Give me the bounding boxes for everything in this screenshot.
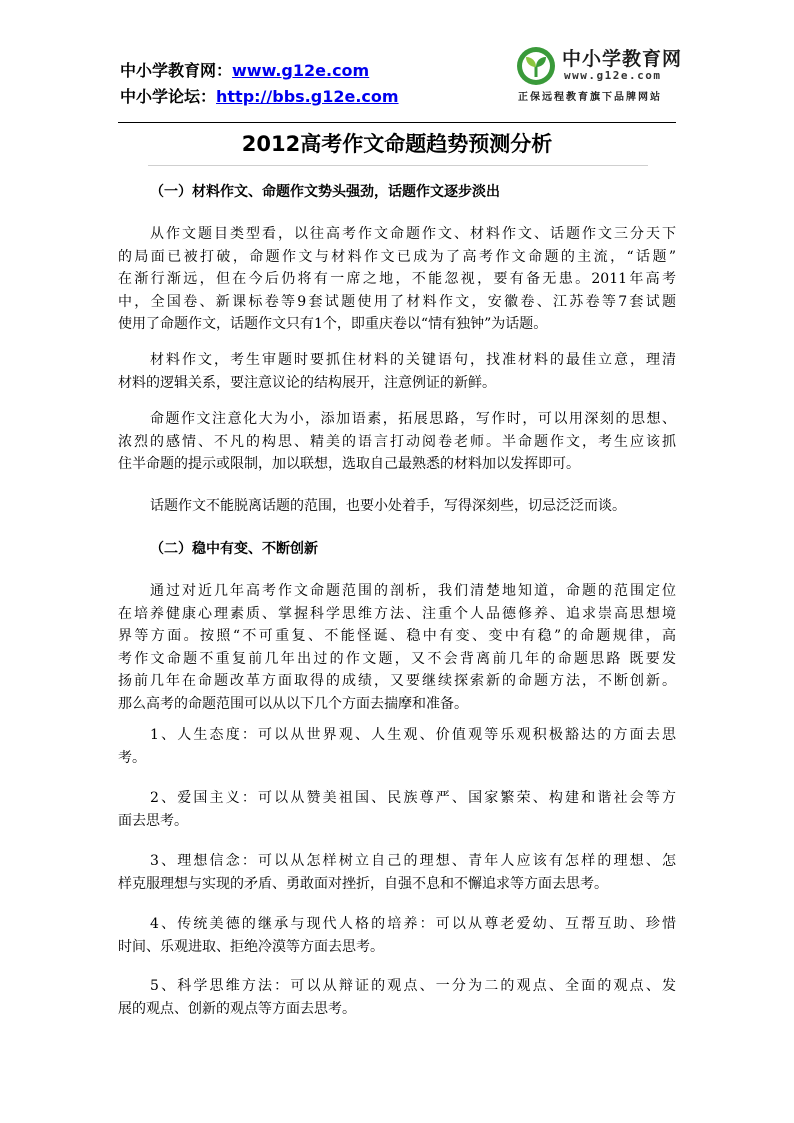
paragraph-line: 2、爱国主义：可以从赞美祖国、民族尊严、国家繁荣、构建和谐社会等方 [150,790,676,806]
paragraph-line: 考作文命题不重复前几年出过的作文题，又不会背离前几年的命题思路 既要发 [118,650,676,667]
paragraph-line: 命题作文注意化大为小，添加语素，拓展思路，写作时，可以用深刻的思想、 [150,411,676,427]
paragraph-line: 样克服理想与实现的矛盾、勇敢面对挫折，自强不息和不懈追求等方面去思考。 [118,875,608,892]
site-label: 中小学教育网： [120,61,233,80]
brand-domain: www.g12e.com [564,69,662,82]
paragraph-line: 从作文题目类型看，以往高考作文命题作文、材料作文、话题作文三分天下 [150,226,676,242]
sprout-logo-icon [516,46,556,86]
list-item-3 [118,850,676,895]
paragraph-line: 在培养健康心理素质、掌握科学思维方法、注重个人品德修养、追求崇高思想境 [118,605,676,622]
paragraph-line: 面去思考。 [118,812,188,829]
paragraph-4 [118,495,676,518]
paragraph-2 [118,349,676,394]
brand-name: 中小学教育网 [562,48,683,70]
paragraph-line: 在渐行渐远，但在今后仍将有一席之地，不能忽视，要有备无患。2011年高考 [118,271,676,287]
paragraph-line: 通过对近几年高考作文命题范围的剖析，我们清楚地知道，命题的范围定位 [150,583,676,599]
paragraph-line: 扬前几年在命题改革方面取得的成绩，又要继续探索新的命题方法，不断创新。 [118,673,676,689]
paragraph-line: 话题作文不能脱离话题的范围，也要小处着手，写得深刻些，切忌泛泛而谈。 [150,498,626,514]
header-divider [118,122,676,123]
paragraph-line: 材料作文，考生审题时要抓住材料的关键语句，找准材料的最佳立意，理清 [150,352,676,368]
paragraph-line: 展的观点、创新的观点等方面去思考。 [118,1000,356,1017]
paragraph-line: 中，全国卷、新课标卷等9套试题使用了材料作文，安徽卷、江苏卷等7套试题 [118,293,676,310]
brand-slogan: 正保远程教育旗下品牌网站 [518,92,662,103]
paragraph-line: 的局面已被打破，命题作文与材料作文已成为了高考作文命题的主流，“话题” [118,248,676,265]
section-2-heading: （二）稳中有变、不断创新 [150,541,318,557]
paragraph-line: 时间、乐观进取、拒绝冷漠等方面去思考。 [118,938,384,955]
title-divider [148,165,648,166]
paragraph-3 [118,408,676,476]
document-title: 2012高考作文命题趋势预测分析 [241,132,553,156]
forum-link-row [120,84,399,110]
paragraph-line: 4、传统美德的继承与现代人格的培养：可以从尊老爱幼、互帮互助、珍惜 [150,916,676,932]
header-links [120,58,399,110]
paragraph-5 [118,580,676,715]
list-item-4 [118,913,676,958]
list-item-5 [118,975,676,1020]
paragraph-line: 1、人生态度：可以从世界观、人生观、价值观等乐观积极豁达的方面去思 [150,727,676,743]
paragraph-line: 5、科学思维方法：可以从辩证的观点、一分为二的观点、全面的观点、发 [150,978,676,994]
paragraph-line: 3、理想信念：可以从怎样树立自己的理想、青年人应该有怎样的理想、怎 [150,853,676,869]
paragraph-line: 那么高考的命题范围可以从以下几个方面去揣摩和准备。 [118,695,468,712]
paragraph-line: 住半命题的提示或限制，加以联想，选取自己最熟悉的材料加以发挥即可。 [118,456,580,472]
forum-url-link[interactable]: http://bbs.g12e.com [216,87,399,106]
paragraph-line: 使用了命题作文，话题作文只有1个，即重庆卷以“情有独钟”为话题。 [118,316,548,332]
list-item-1 [118,724,676,769]
list-item-2 [118,787,676,832]
brand-logo-block [516,44,696,103]
section-1-heading: （一）材料作文、命题作文势头强劲，话题作文逐步淡出 [150,184,500,200]
paragraph-line: 浓烈的感情、不凡的构思、精美的语言打动阅卷老师。半命题作文，考生应该抓 [118,433,676,450]
site-link-row [120,58,399,84]
site-url-link[interactable]: www.g12e.com [232,61,370,80]
paragraph-1 [118,223,676,336]
paragraph-line: 考。 [118,749,146,766]
paragraph-line: 材料的逻辑关系，要注意议论的结构展开，注意例证的新鲜。 [118,374,496,391]
forum-label: 中小学论坛： [120,87,217,106]
paragraph-line: 界等方面。按照“不可重复、不能怪诞、稳中有变、变中有稳”的命题规律，高 [118,628,676,644]
